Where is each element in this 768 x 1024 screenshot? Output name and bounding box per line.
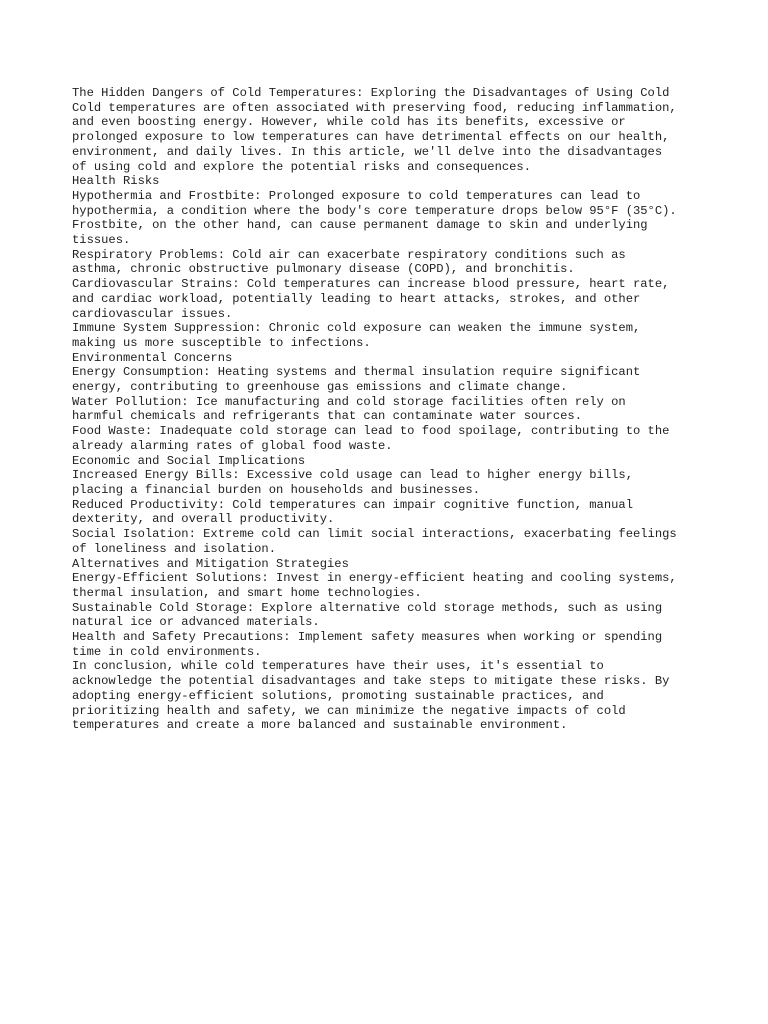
conclusion-line: adopting energy-efficient solutions, promoting sustainable practices, and — [72, 688, 604, 703]
body-line: time in cold environments. — [72, 644, 262, 659]
body-line: Immune System Suppression: Chronic cold exposure can weaken the immune system, — [72, 321, 641, 336]
conclusion-line: In conclusion, while cold temperatures have their uses, it's essential to — [72, 659, 604, 674]
body-line: Frostbite, on the other hand, can cause permanent damage to skin and underlying — [72, 218, 648, 233]
body-line: already alarming rates of global food waste. — [72, 438, 393, 453]
document-title: The Hidden Dangers of Cold Temperatures: Exploring the Disadvantages of Using Cold — [72, 86, 670, 100]
intro-line: Cold temperatures are often associated with preserving food, reducing inflammation, — [72, 100, 677, 115]
body-line: Health and Safety Precautions: Implement safety measures when working or spending — [72, 630, 663, 645]
conclusion-line: temperatures and create a more balanced and sustainable environment. — [72, 718, 568, 733]
body-line: harmful chemicals and refrigerants that can contaminate water sources. — [72, 409, 582, 424]
body-line: Water Pollution: Ice manufacturing and cold storage facilities often rely on — [72, 394, 626, 409]
body-line: Hypothermia and Frostbite: Prolonged exposure to cold temperatures can lead to — [72, 188, 641, 203]
body-line: thermal insulation, and smart home technologies. — [72, 585, 422, 600]
conclusion-line: prioritizing health and safety, we can minimize the negative impacts of cold — [72, 703, 626, 718]
intro-line: environment, and daily lives. In this article, we'll delve into the disadvantages — [72, 144, 663, 159]
conclusion-line: acknowledge the potential disadvantages and take steps to mitigate these risks. By — [72, 674, 670, 689]
section-heading-environmental-concerns: Environmental Concerns — [72, 350, 233, 365]
body-line: Cardiovascular Strains: Cold temperatures can increase blood pressure, heart rate, — [72, 277, 670, 292]
body-line: Respiratory Problems: Cold air can exacerbate respiratory conditions such as — [72, 247, 626, 262]
body-line: asthma, chronic obstructive pulmonary disease (COPD), and bronchitis. — [72, 262, 575, 277]
body-line: dexterity, and overall productivity. — [72, 512, 335, 527]
body-line: Energy-Efficient Solutions: Invest in energy-efficient heating and cooling systems, — [72, 571, 677, 586]
body-line: placing a financial burden on households and businesses. — [72, 482, 480, 497]
intro-line: and even boosting energy. However, while cold has its benefits, excessive or — [72, 115, 626, 130]
intro-line: of using cold and explore the potential risks and consequences. — [72, 159, 531, 174]
body-line: and cardiac workload, potentially leading to heart attacks, strokes, and other — [72, 291, 641, 306]
body-line: Social Isolation: Extreme cold can limit social interactions, exacerbating feelings — [72, 527, 677, 542]
section-heading-health-risks: Health Risks — [72, 174, 160, 189]
body-line: hypothermia, a condition where the body's core temperature drops below 95°F (35°C). — [72, 203, 677, 218]
body-line: natural ice or advanced materials. — [72, 615, 320, 630]
body-line: energy, contributing to greenhouse gas emissions and climate change. — [72, 380, 568, 395]
body-line: cardiovascular issues. — [72, 306, 233, 321]
document-page — [72, 86, 712, 733]
body-line: Reduced Productivity: Cold temperatures can impair cognitive function, manual — [72, 497, 633, 512]
section-heading-alternatives: Alternatives and Mitigation Strategies — [72, 556, 349, 571]
body-line: Food Waste: Inadequate cold storage can lead to food spoilage, contributing to the — [72, 424, 670, 439]
section-heading-economic-social: Economic and Social Implications — [72, 453, 306, 468]
body-line: tissues. — [72, 233, 131, 248]
body-line: Sustainable Cold Storage: Explore alternative cold storage methods, such as using — [72, 600, 663, 615]
body-line: Increased Energy Bills: Excessive cold usage can lead to higher energy bills, — [72, 468, 633, 483]
body-line: making us more susceptible to infections. — [72, 335, 371, 350]
body-line: Energy Consumption: Heating systems and thermal insulation require significant — [72, 365, 641, 380]
body-line: of loneliness and isolation. — [72, 541, 276, 556]
intro-line: prolonged exposure to low temperatures can have detrimental effects on our health, — [72, 130, 670, 145]
